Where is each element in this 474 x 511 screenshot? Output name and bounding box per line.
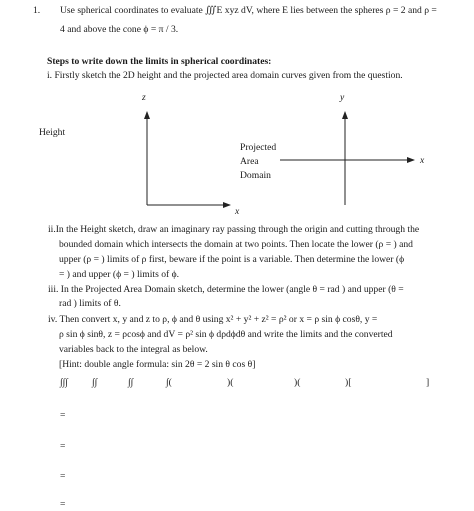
- problem-line-2: 4 and above the cone ϕ = π / 3.: [60, 24, 179, 35]
- step-iv-hint: [Hint: double angle formula: sin 2θ = 2 sin θ cos θ]: [59, 359, 256, 370]
- integral-piece: ∫∫∫: [60, 377, 68, 388]
- integral-piece: )(: [294, 377, 301, 388]
- step-iv-line-2: ρ sin ϕ sinθ, z = ρcosϕ and dV = ρ² sin ϕ dρdϕdθ and write the limits and the converted: [59, 329, 393, 340]
- equals-sign: =: [60, 471, 66, 482]
- step-iii-line-1: iii. In the Projected Area Domain sketch, determine the lower (angle θ = rad ) and upper (θ =: [48, 284, 404, 295]
- integral-piece: ]: [426, 377, 430, 388]
- integral-piece: ∫∫: [92, 377, 98, 388]
- integral-piece: ∫∫: [128, 377, 134, 388]
- projected-caption-1: Projected: [240, 142, 277, 153]
- step-ii-line-1: ii.In the Height sketch, draw an imaginary ray passing through the origin and cutting through the: [48, 224, 420, 235]
- projected-caption-3: Domain: [240, 170, 271, 181]
- integral-piece: )(: [227, 377, 234, 388]
- step-i-text: i. Firstly sketch the 2D height and the projected area domain curves given from the question.: [47, 70, 403, 81]
- step-iv-line-1: iv. Then convert x, y and z to ρ, ϕ and θ using x² + y² + z² = ρ² or x = ρ sin ϕ cosθ, y =: [48, 314, 378, 325]
- integral-piece: ∫(: [166, 377, 172, 388]
- step-iii-line-2: rad ) limits of θ.: [59, 298, 121, 309]
- projected-caption-2: Area: [240, 156, 259, 167]
- step-iv-line-3: variables back to the integral as below.: [59, 344, 208, 355]
- step-ii-line-2: bounded domain which intersects the domain at two points. Then locate the lower (ρ = ) and: [59, 239, 413, 250]
- step-ii-line-4: = ) and upper (ϕ = ) limits of ϕ.: [59, 269, 180, 280]
- height-x-label: x: [235, 206, 240, 217]
- projected-x-label: x: [420, 155, 425, 166]
- problem-line-1: Use spherical coordinates to evaluate ∭E xyz dV, where E lies between the spheres ρ = 2 and ρ =: [60, 5, 437, 16]
- equals-sign: =: [60, 499, 66, 510]
- height-z-label: z: [142, 92, 146, 103]
- equals-sign: =: [60, 441, 66, 452]
- integral-piece: )[: [345, 377, 352, 388]
- problem-number: 1.: [33, 5, 41, 16]
- equals-sign: =: [60, 410, 66, 421]
- step-ii-line-3: upper (ρ = ) limits of ρ first, beware if the point is a variable. Then determine the lower (ϕ: [59, 254, 405, 265]
- height-caption: Height: [39, 127, 66, 138]
- steps-heading: Steps to write down the limits in spherical coordinates:: [47, 56, 272, 67]
- projected-y-label: y: [340, 92, 345, 103]
